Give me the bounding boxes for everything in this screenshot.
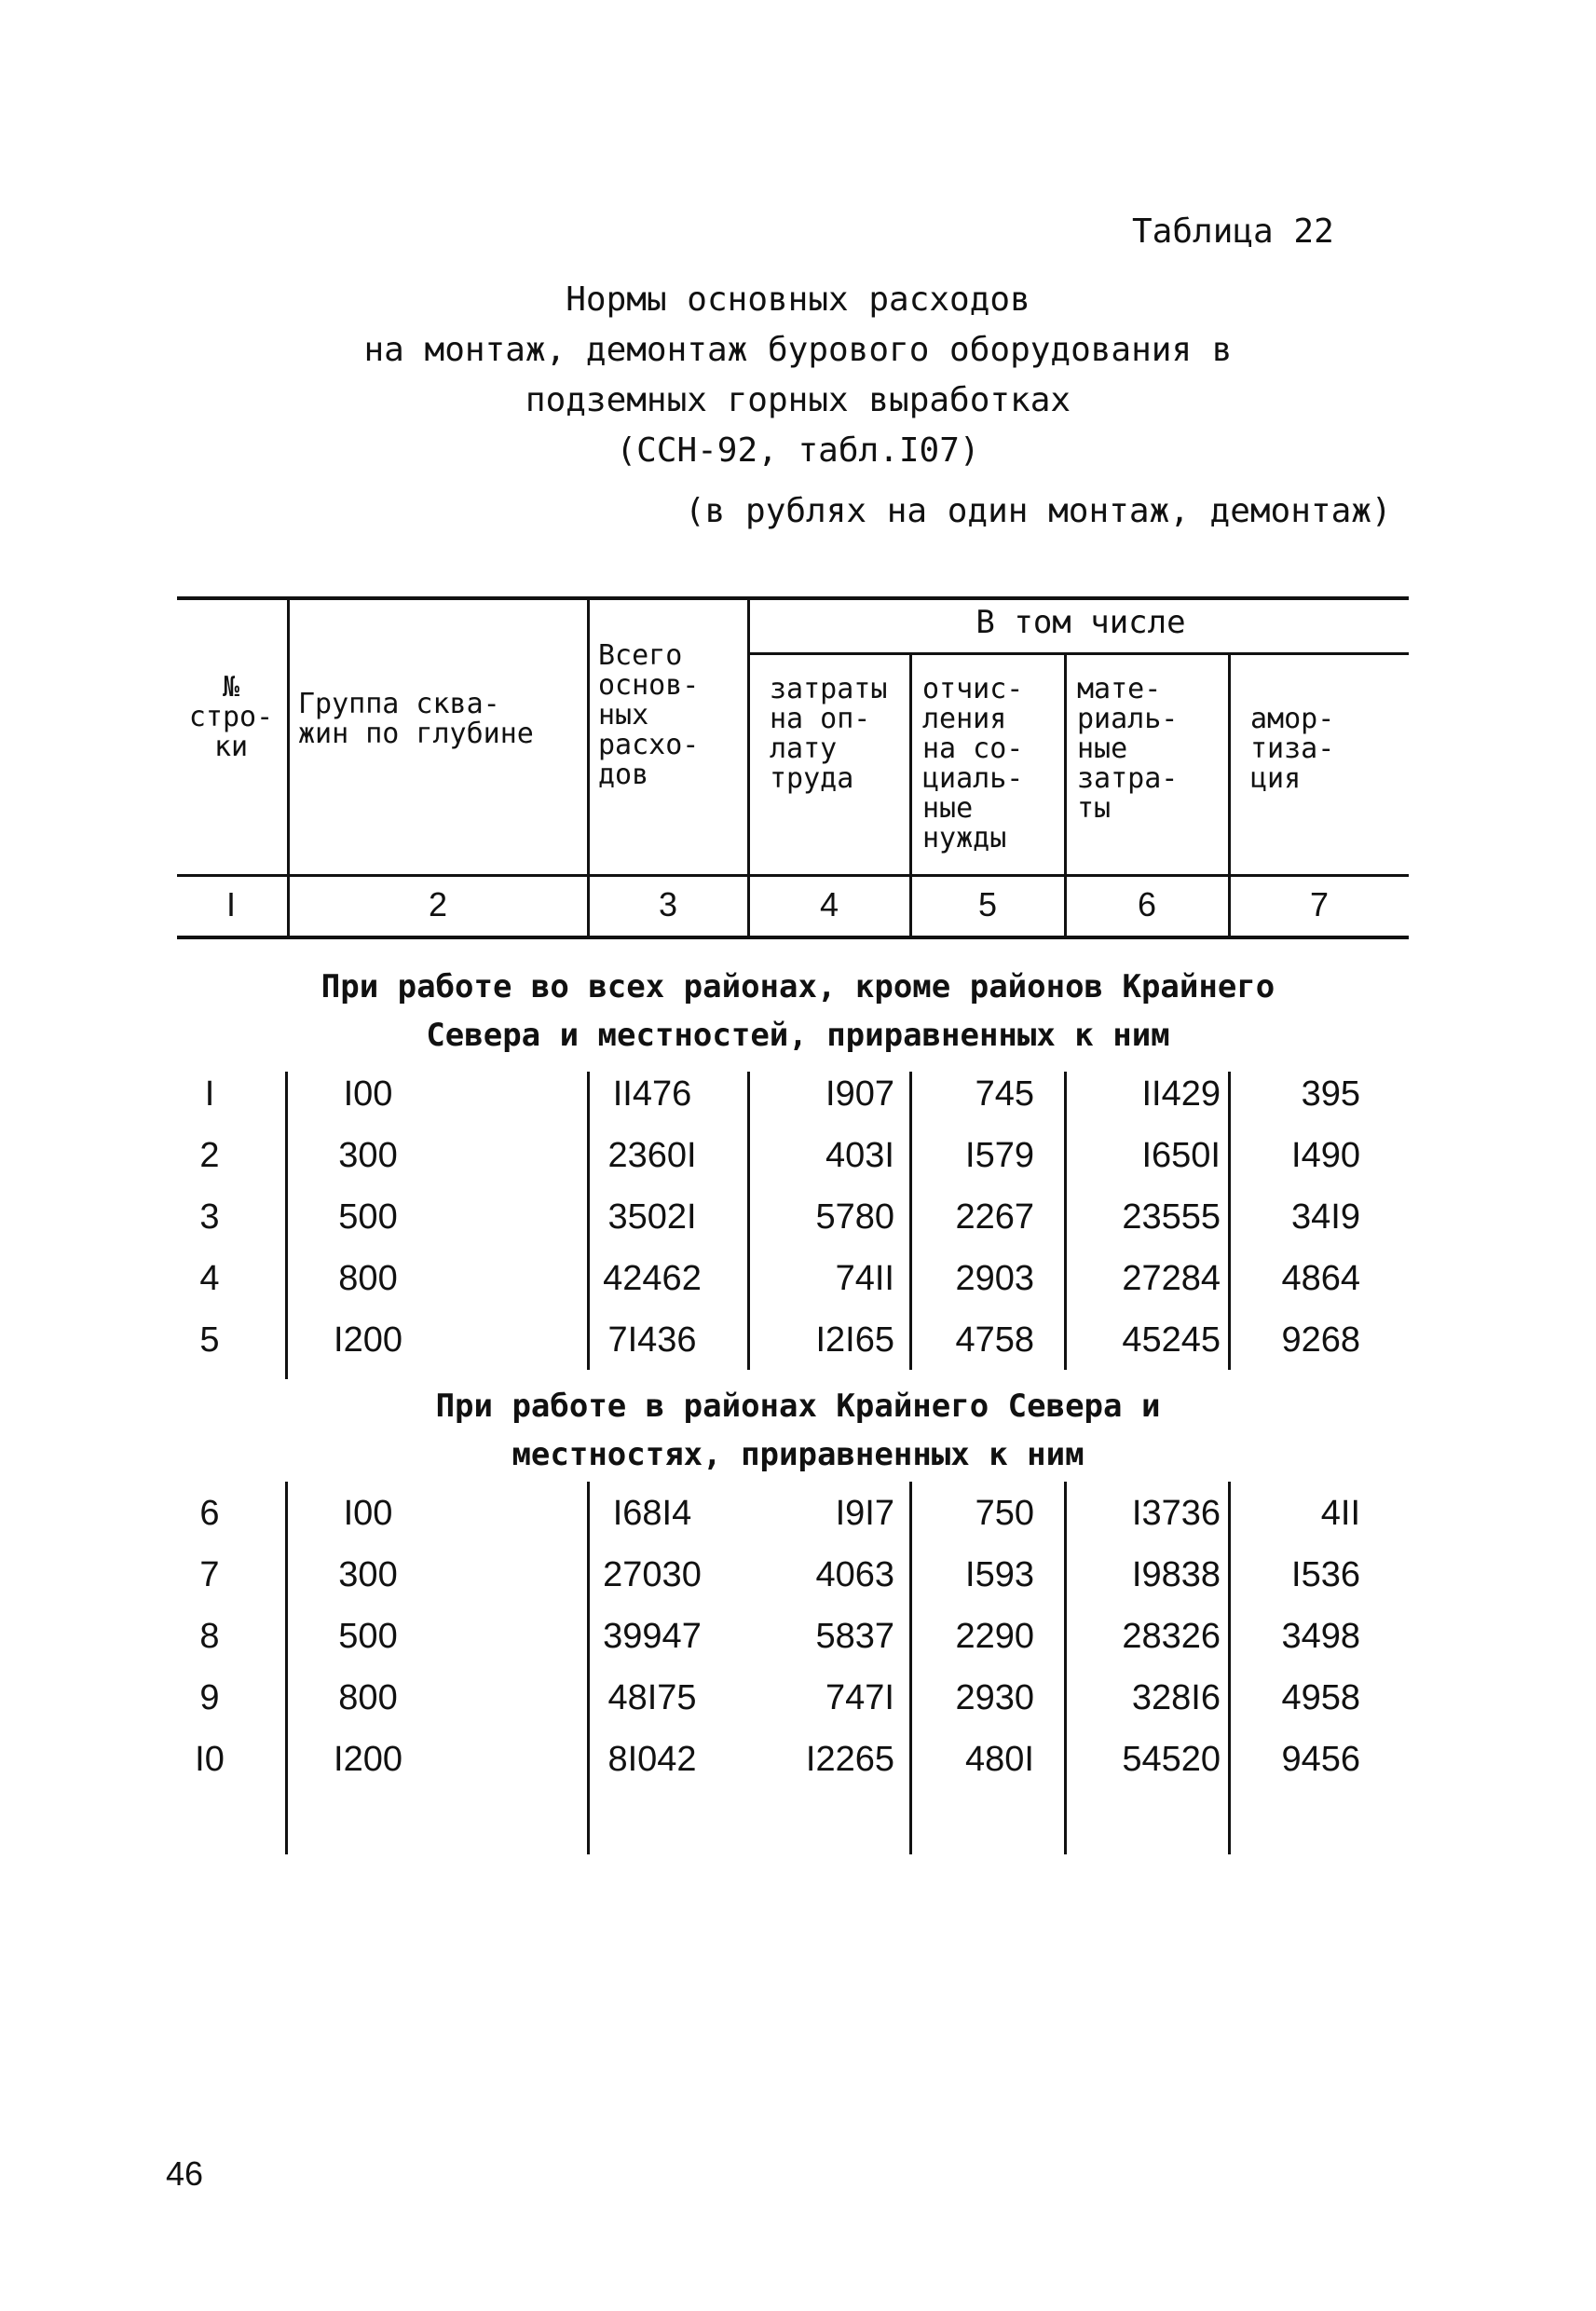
depth-group: 800 xyxy=(338,1678,398,1717)
s2-vrule-5 xyxy=(1064,1482,1067,1854)
total-cost: 42462 xyxy=(603,1259,702,1298)
col-number-3: 3 xyxy=(658,885,678,923)
social-cost: 2930 xyxy=(955,1678,1034,1717)
total-cost: I68I4 xyxy=(612,1494,692,1533)
col-header-depreciation: амор- тиза- ция xyxy=(1250,703,1335,795)
labor-cost: I2I65 xyxy=(815,1320,894,1360)
depth-group: 300 xyxy=(338,1555,398,1594)
depreciation: 9268 xyxy=(1281,1320,1360,1360)
col-header-labor: затраты на оп- лату труда xyxy=(770,673,888,795)
col-header-materials: мате- риаль- ные затра- ты xyxy=(1077,673,1179,825)
material-cost: 328I6 xyxy=(1131,1678,1221,1717)
depth-group: 800 xyxy=(338,1259,398,1298)
depth-group: 500 xyxy=(338,1197,398,1237)
labor-cost: 74II xyxy=(835,1259,894,1298)
social-cost: I579 xyxy=(965,1136,1034,1175)
row-number: 9 xyxy=(199,1678,220,1717)
rule-colnums-bottom xyxy=(177,936,1409,939)
rule-group xyxy=(747,652,1409,655)
s1-vrule-3 xyxy=(747,1072,750,1370)
col-header-row-no: № стро- ки xyxy=(188,671,274,763)
total-cost: 8I042 xyxy=(607,1740,697,1779)
social-cost: 2267 xyxy=(955,1197,1034,1237)
row-number: I0 xyxy=(195,1740,225,1779)
units-note: (в рублях на один монтаж, демонтаж) xyxy=(685,492,1392,530)
labor-cost: I907 xyxy=(825,1074,894,1114)
section-1-title-line-2: Севера и местностей, приравненных к ним xyxy=(426,1017,1170,1054)
section-1-title-line-1: При работе во всех районах, кроме районов Крайнего xyxy=(321,968,1275,1005)
depreciation: 4864 xyxy=(1281,1259,1360,1298)
social-cost: 4758 xyxy=(955,1320,1034,1360)
col-number-7: 7 xyxy=(1309,885,1330,923)
material-cost: I650I xyxy=(1141,1136,1221,1175)
row-number: I xyxy=(204,1074,215,1114)
total-cost: 27030 xyxy=(603,1555,702,1594)
material-cost: 45245 xyxy=(1122,1320,1221,1360)
page-number: 46 xyxy=(166,2154,204,2193)
depreciation: I536 xyxy=(1291,1555,1360,1594)
col-header-social: отчис- ления на со- циаль- ные нужды xyxy=(922,673,1024,855)
depreciation: 4958 xyxy=(1281,1678,1360,1717)
labor-cost: 4063 xyxy=(815,1555,894,1594)
title-line-1: Нормы основных расходов xyxy=(566,280,1030,319)
total-cost: 3502I xyxy=(607,1197,697,1237)
depth-group: I200 xyxy=(334,1320,402,1360)
material-cost: II429 xyxy=(1141,1074,1221,1114)
row-number: 5 xyxy=(199,1320,220,1360)
social-cost: 2290 xyxy=(955,1617,1034,1656)
section-2-title-line-1: При работе в районах Крайнего Севера и xyxy=(435,1388,1161,1425)
row-number: 7 xyxy=(199,1555,220,1594)
total-cost: 7I436 xyxy=(607,1320,697,1360)
social-cost: 2903 xyxy=(955,1259,1034,1298)
rule-header-bottom xyxy=(177,874,1409,877)
total-cost: 39947 xyxy=(603,1617,702,1656)
material-cost: 54520 xyxy=(1122,1740,1221,1779)
s2-vrule-1 xyxy=(285,1482,288,1854)
col-number-4: 4 xyxy=(819,885,839,923)
col-number-2: 2 xyxy=(428,885,448,923)
depth-group: I00 xyxy=(343,1074,393,1114)
depth-group: I00 xyxy=(343,1494,393,1533)
col-header-depth-group: Группа сква- жин по глубине xyxy=(298,688,534,750)
depreciation: 3498 xyxy=(1281,1617,1360,1656)
s1-vrule-2 xyxy=(587,1072,590,1370)
material-cost: I9838 xyxy=(1131,1555,1221,1594)
col-number-6: 6 xyxy=(1137,885,1157,923)
labor-cost: 403I xyxy=(825,1136,894,1175)
labor-cost: 5780 xyxy=(815,1197,894,1237)
labor-cost: 747I xyxy=(825,1678,894,1717)
social-cost: 745 xyxy=(975,1074,1034,1114)
s1-vrule-1 xyxy=(285,1072,288,1379)
depreciation: 395 xyxy=(1301,1074,1360,1114)
title-line-3: подземных горных выработках xyxy=(525,381,1071,419)
s2-vrule-2 xyxy=(587,1482,590,1854)
labor-cost: I9I7 xyxy=(835,1494,894,1533)
depreciation: 9456 xyxy=(1281,1740,1360,1779)
social-cost: 480I xyxy=(965,1740,1034,1779)
depreciation: 34I9 xyxy=(1291,1197,1360,1237)
depth-group: I200 xyxy=(334,1740,402,1779)
depreciation: I490 xyxy=(1291,1136,1360,1175)
row-number: 6 xyxy=(199,1494,220,1533)
table-number: Таблица 22 xyxy=(1132,212,1334,251)
s1-vrule-6 xyxy=(1228,1072,1231,1370)
social-cost: I593 xyxy=(965,1555,1034,1594)
col-number-1: I xyxy=(225,885,236,923)
material-cost: 28326 xyxy=(1122,1617,1221,1656)
s2-vrule-6 xyxy=(1228,1482,1231,1854)
row-number: 2 xyxy=(199,1136,220,1175)
row-number: 4 xyxy=(199,1259,220,1298)
row-number: 3 xyxy=(199,1197,220,1237)
depth-group: 300 xyxy=(338,1136,398,1175)
material-cost: I3736 xyxy=(1131,1494,1221,1533)
material-cost: 27284 xyxy=(1122,1259,1221,1298)
row-number: 8 xyxy=(199,1617,220,1656)
total-cost: 48I75 xyxy=(607,1678,697,1717)
total-cost: II476 xyxy=(612,1074,692,1114)
s1-vrule-5 xyxy=(1064,1072,1067,1370)
group-header: В том числе xyxy=(975,604,1186,641)
depth-group: 500 xyxy=(338,1617,398,1656)
title-line-4: (ССН-92, табл.I07) xyxy=(616,431,980,470)
social-cost: 750 xyxy=(975,1494,1034,1533)
section-2-title-line-2: местностях, приравненных к ним xyxy=(512,1436,1084,1473)
s1-vrule-4 xyxy=(909,1072,912,1370)
s2-vrule-4 xyxy=(909,1482,912,1854)
rule-top xyxy=(177,596,1409,600)
title-line-2: на монтаж, демонтаж бурового оборудования в xyxy=(363,331,1233,369)
total-cost: 2360I xyxy=(607,1136,697,1175)
labor-cost: 5837 xyxy=(815,1617,894,1656)
col-header-total: Всего основ- ных расхо- дов xyxy=(598,639,700,791)
material-cost: 23555 xyxy=(1122,1197,1221,1237)
col-number-5: 5 xyxy=(977,885,998,923)
labor-cost: I2265 xyxy=(805,1740,894,1779)
depreciation: 4II xyxy=(1320,1494,1360,1533)
